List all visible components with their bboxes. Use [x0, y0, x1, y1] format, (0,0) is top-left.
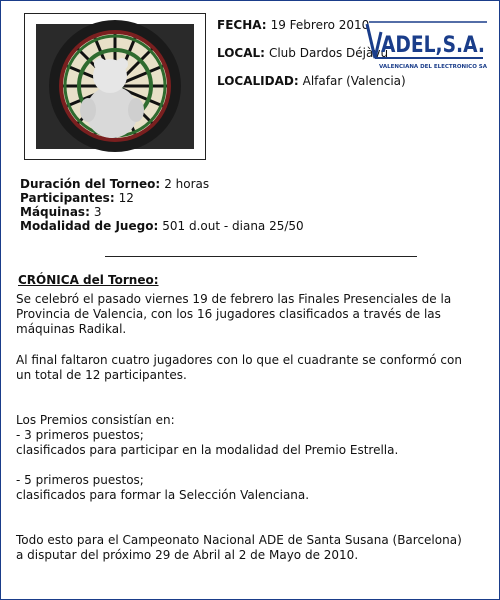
- localidad-label: LOCALIDAD:: [217, 74, 299, 88]
- duracion-row: [20, 177, 304, 191]
- cronica-paragraph-2: Al final faltaron cuatro jugadores con lo que el cuadrante se conformó con un total de 12 participantes.: [16, 353, 462, 382]
- modalidad-label: Modalidad de Juego:: [20, 219, 159, 233]
- localidad-row: [217, 74, 406, 88]
- maquinas-value: 3: [93, 205, 102, 219]
- dartboard-photo: [24, 13, 206, 160]
- dartboard-icon: [36, 24, 194, 149]
- adel-logo-mark: [365, 18, 490, 74]
- participantes-value: 12: [118, 191, 134, 205]
- adel-logo: [365, 18, 490, 74]
- participantes-label: Participantes:: [20, 191, 115, 205]
- tournament-details: [20, 177, 304, 233]
- local-row: [217, 46, 388, 60]
- local-label: LOCAL:: [217, 46, 265, 60]
- modalidad-value: 501 d.out - diana 25/50: [162, 219, 304, 233]
- duracion-label: Duración del Torneo:: [20, 177, 161, 191]
- maquinas-row: [20, 205, 304, 219]
- fecha-label: FECHA:: [217, 18, 267, 32]
- fecha-value: 19 Febrero 2010: [270, 18, 370, 32]
- section-divider: [105, 256, 417, 257]
- cronica-paragraph-3: Los Premios consistían en: - 3 primeros puestos; clasificados para participar en la modalidad del Premio Estrella.: [16, 413, 399, 457]
- cronica-paragraph-5: Todo esto para el Campeonato Nacional ADE de Santa Susana (Barcelona) a disputar del próximo 29 de Abril al 2 de Mayo de 2010.: [16, 533, 462, 562]
- localidad-value: Alfafar (Valencia): [302, 74, 406, 88]
- modalidad-row: [20, 219, 304, 233]
- duracion-value: 2 horas: [164, 177, 210, 191]
- maquinas-label: Máquinas:: [20, 205, 90, 219]
- cronica-title: CRÓNICA del Torneo:: [18, 273, 159, 287]
- cronica-paragraph-1: Se celebró el pasado viernes 19 de febrero las Finales Presenciales de la Provincia de Valencia, con los 16 jugadores clasificados a través de las máquinas Radikal.: [16, 292, 452, 336]
- logo-tagline: VALENCIANA DEL ELECTRONICO SA: [379, 64, 488, 70]
- participantes-row: [20, 191, 304, 205]
- cronica-paragraph-4: - 5 primeros puestos; clasificados para formar la Selección Valenciana.: [16, 473, 310, 502]
- local-value: Club Dardos Déjàvu: [268, 46, 389, 60]
- fecha-row: [217, 18, 369, 32]
- logo-brand: ADEL,S.A.: [381, 33, 485, 58]
